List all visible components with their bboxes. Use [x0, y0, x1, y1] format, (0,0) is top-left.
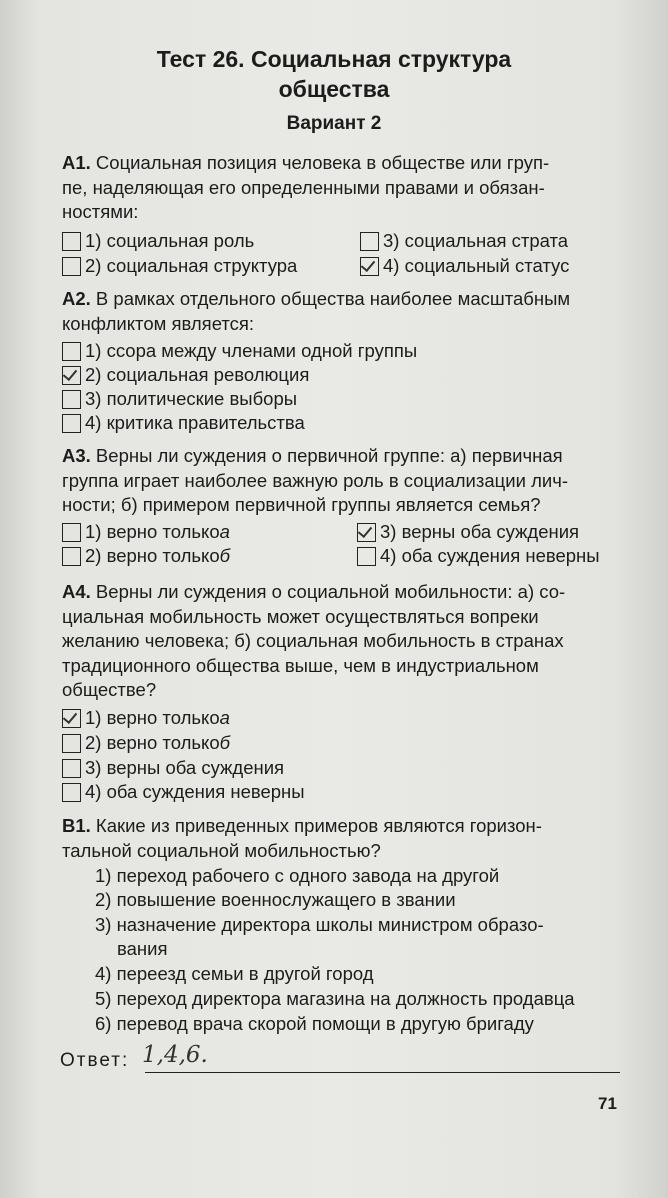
option-a3-3[interactable] — [357, 520, 579, 544]
question-text: циальная мобильность может осуществляться вопреки — [62, 605, 539, 627]
page-number: 71 — [598, 1094, 617, 1113]
checkbox[interactable] — [62, 390, 81, 409]
question-text: пе, наделяющая его определенными правами и обязан- — [62, 176, 545, 198]
question-a3 — [62, 444, 627, 518]
question-number: В1. — [62, 815, 91, 836]
question-text: Социальная позиция человека в обществе или груп- — [90, 152, 550, 173]
option-a4-3[interactable] — [62, 756, 284, 780]
list-item: 4) переезд семьи в другой город — [95, 963, 374, 984]
option-label: 4) социальный статус — [383, 255, 570, 276]
question-text: В рамках отдельного общества наиболее масштабным — [90, 288, 571, 309]
checkbox[interactable] — [357, 547, 376, 566]
checkbox[interactable] — [62, 547, 81, 566]
option-letter: а — [219, 707, 230, 728]
option-label: 2) верно только — [85, 545, 220, 566]
question-number: А3. — [62, 445, 91, 466]
question-text: обществе? — [62, 679, 157, 700]
list-item: 2) повышение военнослужащего в звании — [95, 889, 456, 910]
option-label: 3) политические выборы — [85, 388, 298, 409]
option-label: 4) оба суждения неверны — [380, 545, 600, 566]
option-label: 2) верно только — [85, 732, 220, 753]
question-a1 — [62, 151, 627, 225]
checkbox-checked[interactable] — [62, 366, 81, 385]
option-label: 1) социальная роль — [85, 230, 255, 251]
checkbox[interactable] — [62, 232, 81, 251]
option-label: 1) верно только — [85, 521, 220, 542]
list-item: 5) переход директора магазина на должность продавца — [95, 988, 575, 1009]
checkbox[interactable] — [62, 257, 81, 276]
checkbox[interactable] — [62, 414, 81, 433]
option-label: 4) критика правительства — [85, 412, 305, 433]
option-letter: а — [219, 521, 230, 542]
answer-underline — [145, 1072, 620, 1073]
question-number: А2. — [62, 288, 91, 309]
variant-heading: Вариант 2 — [286, 113, 382, 134]
question-text: ности; б) примером первичной группы является семья? — [62, 494, 541, 515]
option-label: 1) верно только — [85, 707, 220, 728]
checkbox-checked[interactable] — [62, 709, 81, 728]
option-letter: б — [219, 732, 231, 753]
list-item: 1) переход рабочего с одного завода на другой — [95, 865, 500, 886]
question-a2 — [62, 287, 627, 336]
answer-handwritten[interactable]: 1,4,6. — [142, 1042, 208, 1068]
option-a4-1[interactable] — [62, 706, 230, 730]
answer-label: Ответ: — [60, 1050, 130, 1071]
option-label: 4) оба суждения неверны — [85, 781, 305, 802]
question-number: А4. — [62, 581, 91, 602]
option-label: 3) верны оба суждения — [380, 521, 580, 542]
option-a2-4[interactable] — [62, 411, 305, 435]
option-label: 1) ссора между членами одной группы — [85, 340, 418, 361]
option-a3-4[interactable] — [357, 544, 600, 568]
option-a4-2[interactable] — [62, 731, 230, 755]
question-text: традиционного общества выше, чем в индустриальном — [62, 654, 539, 676]
option-label: 3) верны оба суждения — [85, 757, 285, 778]
question-text: Верны ли суждения о первичной группе: а) первичная — [90, 445, 563, 466]
option-a2-3[interactable] — [62, 387, 297, 411]
option-a1-3[interactable] — [360, 229, 568, 253]
page-title-line2: общества — [278, 76, 390, 102]
page-title-line1: Тест 26. Социальная структура — [156, 46, 512, 72]
list-item: 3) назначение директора школы министром образо- — [95, 914, 544, 935]
checkbox-checked[interactable] — [357, 523, 376, 542]
question-text: желанию человека; б) социальная мобильность в странах — [62, 630, 564, 651]
question-text: группа играет наиболее важную роль в социализации лич- — [62, 469, 568, 491]
option-a3-2[interactable] — [62, 544, 230, 568]
option-label: 3) социальная страта — [383, 230, 569, 251]
option-a1-4[interactable] — [360, 254, 569, 278]
checkbox-checked[interactable] — [360, 257, 379, 276]
question-number: А1. — [62, 152, 91, 173]
question-b1 — [62, 814, 627, 863]
question-text: Какие из приведенных примеров являются горизон- — [90, 815, 542, 836]
question-text: ностями: — [62, 201, 139, 222]
option-letter: б — [219, 545, 231, 566]
checkbox[interactable] — [62, 523, 81, 542]
option-a2-1[interactable] — [62, 339, 417, 363]
checkbox[interactable] — [62, 734, 81, 753]
checkbox[interactable] — [62, 342, 81, 361]
option-label: 2) социальная революция — [85, 364, 310, 385]
list-item: 6) перевод врача скорой помощи в другую бригаду — [95, 1013, 534, 1034]
question-text: тальной социальной мобильностью? — [62, 839, 381, 861]
checkbox[interactable] — [62, 783, 81, 802]
checkbox[interactable] — [62, 759, 81, 778]
question-a4 — [62, 580, 627, 703]
checkbox[interactable] — [360, 232, 379, 251]
option-a3-1[interactable] — [62, 520, 230, 544]
list-item-continuation: вания — [117, 938, 168, 959]
option-label: 2) социальная структура — [85, 255, 298, 276]
option-a4-4[interactable] — [62, 780, 305, 804]
option-a1-2[interactable] — [62, 254, 297, 278]
question-text: Верны ли суждения о социальной мобильности: а) со- — [90, 581, 566, 602]
option-a2-2[interactable] — [62, 363, 309, 387]
option-a1-1[interactable] — [62, 229, 254, 253]
question-text: конфликтом является: — [62, 312, 255, 334]
